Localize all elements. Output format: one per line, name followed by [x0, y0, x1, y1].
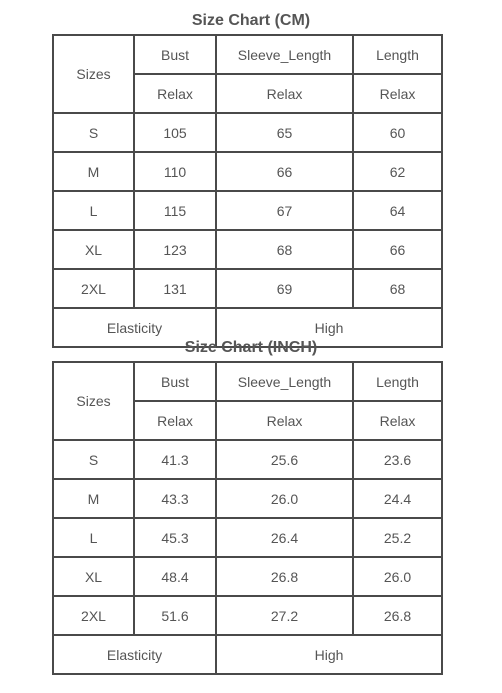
sizes-header: Sizes	[53, 35, 134, 113]
table-row	[53, 557, 442, 596]
sleeve-length-cell: 66	[216, 152, 353, 191]
size-chart-cm-title: Size Chart (CM)	[191, 12, 311, 29]
length-cell: 62	[353, 152, 442, 191]
bust-cell: 43.3	[134, 479, 216, 518]
bust-subheader: Relax	[134, 401, 216, 440]
length-subheader: Relax	[353, 401, 442, 440]
elasticity-label: Elasticity	[53, 635, 216, 674]
elasticity-value: High	[216, 635, 442, 674]
table-row	[53, 596, 442, 635]
sleeve-length-cell: 67	[216, 191, 353, 230]
bust-header: Bust	[134, 35, 216, 74]
length-cell: 64	[353, 191, 442, 230]
size-cell: S	[53, 440, 134, 479]
sleeve-length-subheader: Relax	[216, 74, 353, 113]
size-cell: 2XL	[53, 596, 134, 635]
bust-cell: 123	[134, 230, 216, 269]
length-cell: 25.2	[353, 518, 442, 557]
table-row	[53, 152, 442, 191]
size-chart-inch-table	[52, 361, 443, 675]
length-header: Length	[353, 362, 442, 401]
bust-cell: 51.6	[134, 596, 216, 635]
size-cell: XL	[53, 230, 134, 269]
bust-cell: 45.3	[134, 518, 216, 557]
length-cell: 60	[353, 113, 442, 152]
bust-cell: 41.3	[134, 440, 216, 479]
size-cell: L	[53, 191, 134, 230]
sleeve-length-cell: 27.2	[216, 596, 353, 635]
header-row	[53, 362, 442, 401]
size-cell: S	[53, 113, 134, 152]
length-cell: 23.6	[353, 440, 442, 479]
bust-cell: 131	[134, 269, 216, 308]
sizes-header: Sizes	[53, 362, 134, 440]
elasticity-value: High	[216, 308, 442, 347]
size-chart-cm-table	[52, 34, 443, 348]
sleeve-length-header: Sleeve_Length	[216, 35, 353, 74]
bust-header: Bust	[134, 362, 216, 401]
length-subheader: Relax	[353, 74, 442, 113]
length-cell: 26.8	[353, 596, 442, 635]
bust-cell: 115	[134, 191, 216, 230]
bust-subheader: Relax	[134, 74, 216, 113]
length-cell: 66	[353, 230, 442, 269]
elasticity-label: Elasticity	[53, 308, 216, 347]
sleeve-length-cell: 65	[216, 113, 353, 152]
size-cell: XL	[53, 557, 134, 596]
length-cell: 24.4	[353, 479, 442, 518]
table-row	[53, 113, 442, 152]
length-header: Length	[353, 35, 442, 74]
size-cell: M	[53, 152, 134, 191]
table-row	[53, 440, 442, 479]
sleeve-length-cell: 69	[216, 269, 353, 308]
sleeve-length-cell: 26.4	[216, 518, 353, 557]
bust-cell: 105	[134, 113, 216, 152]
sleeve-length-cell: 26.8	[216, 557, 353, 596]
sleeve-length-header: Sleeve_Length	[216, 362, 353, 401]
length-cell: 26.0	[353, 557, 442, 596]
sleeve-length-cell: 68	[216, 230, 353, 269]
size-chart-inch-title: Size Chart (INCH)	[184, 339, 318, 356]
header-row	[53, 35, 442, 74]
size-cell: M	[53, 479, 134, 518]
sleeve-length-subheader: Relax	[216, 401, 353, 440]
bust-cell: 110	[134, 152, 216, 191]
length-cell: 68	[353, 269, 442, 308]
sleeve-length-cell: 25.6	[216, 440, 353, 479]
table-row	[53, 518, 442, 557]
table-row	[53, 191, 442, 230]
bust-cell: 48.4	[134, 557, 216, 596]
elasticity-row	[53, 635, 442, 674]
size-cell: 2XL	[53, 269, 134, 308]
table-row	[53, 230, 442, 269]
sleeve-length-cell: 26.0	[216, 479, 353, 518]
table-row	[53, 269, 442, 308]
table-row	[53, 479, 442, 518]
size-cell: L	[53, 518, 134, 557]
